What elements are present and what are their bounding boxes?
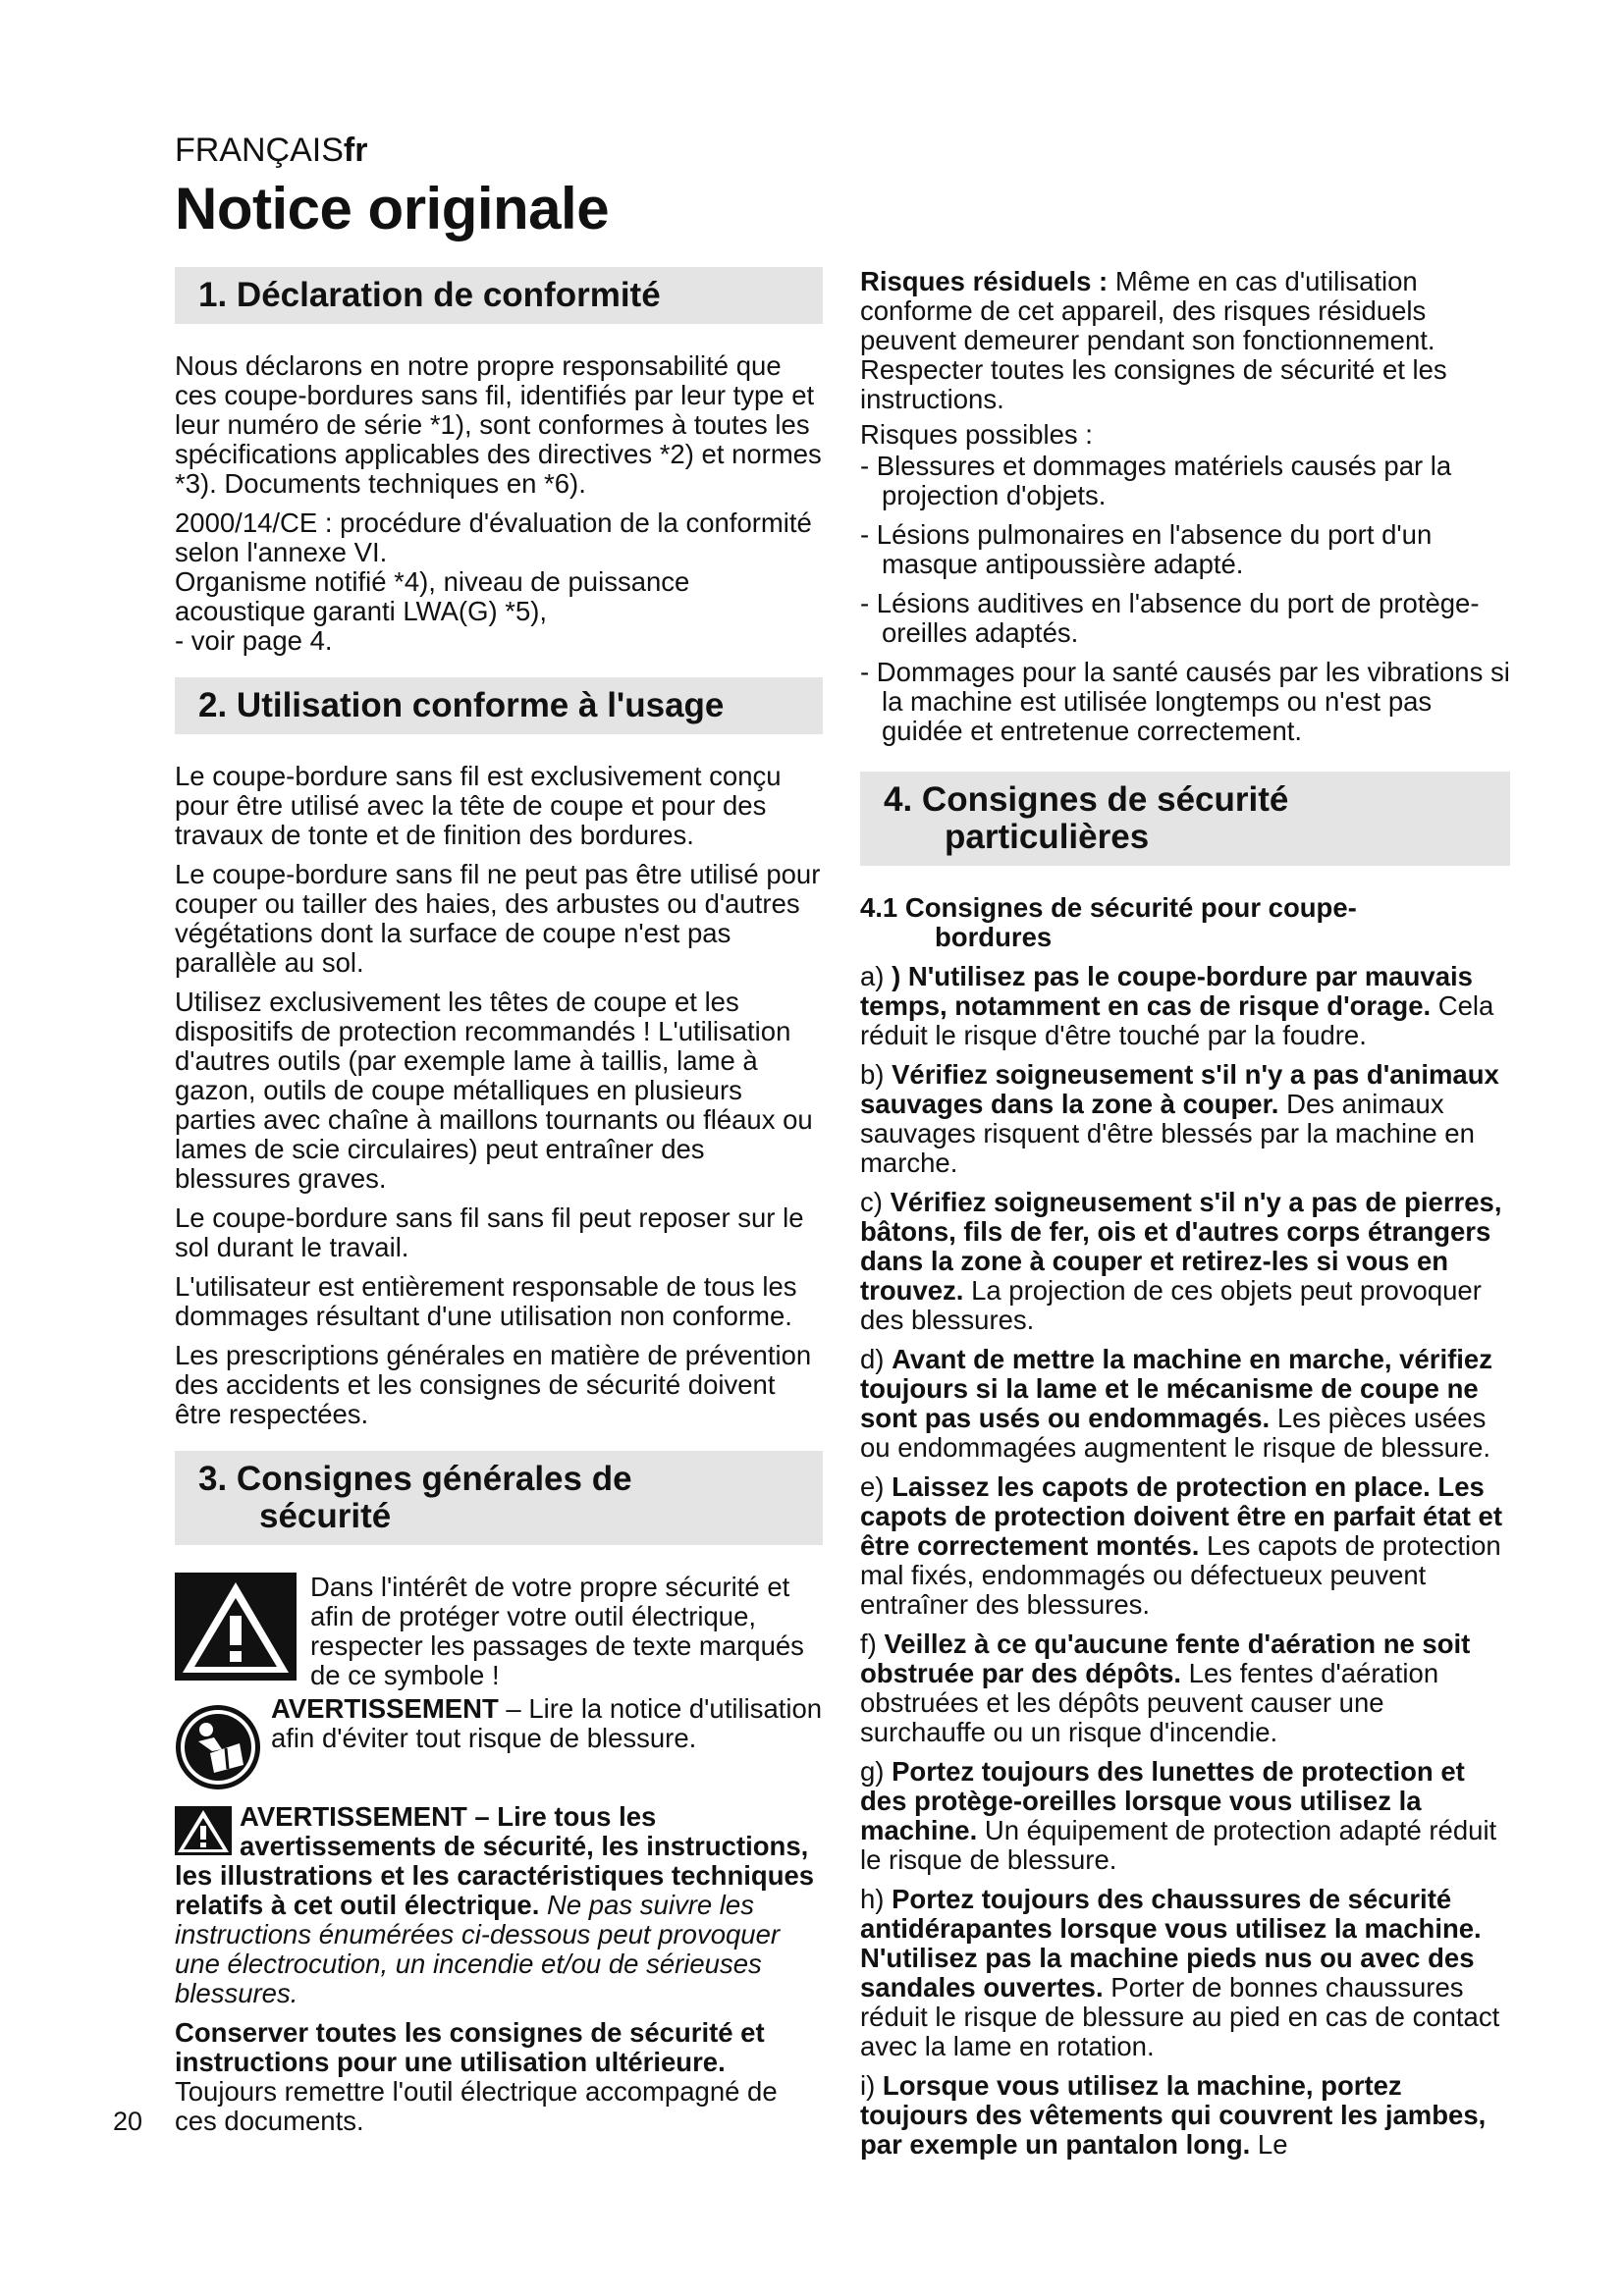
risk-list-item: - Lésions auditives en l'absence du port de protège-oreilles adaptés. xyxy=(860,588,1480,648)
subsection-4-1-heading: 4.1 Consignes de sécurité pour coupe- bordures xyxy=(860,892,1357,952)
safety-item-f: f) Veillez à ce qu'aucune fente d'aération ne soit obstruée par des dépôts. Les fentes d'aération obstruées et les dépôts peuvent causer une surchauffe ou un risque d'incendie. xyxy=(860,1629,1471,1747)
risk-list-item: - Lésions pulmonaires en l'absence du port d'un masque antipoussière adapté. xyxy=(860,519,1433,579)
residual-risks-paragraph: Risques résiduels : Même en cas d'utilisation conforme de cet appareil, des risques résiduels peuvent demeurer pendant son fonctionnement. Respecter toutes les consignes de sécurité et les instructions. xyxy=(860,266,1447,414)
s2-paragraph: L'utilisateur est entièrement responsable de tous les dommages résultant d'une utilisation non conforme. xyxy=(175,1271,797,1331)
read-manual-block xyxy=(175,1694,823,1796)
s2-paragraph: Le coupe-bordure sans fil ne peut pas être utilisé pour couper ou tailler des haies, des arbustes ou d'autres végétations dont la surface de coupe n'est pas parallèle au sol. xyxy=(175,859,821,978)
s2-paragraph: Le coupe-bordure sans fil sans fil peut reposer sur le sol durant le travail. xyxy=(175,1202,804,1262)
warning-symbol-text: Dans l'intérêt de votre propre sécurité et afin de protéger votre outil électrique, respecter les passages de texte marqués de ce symbole ! xyxy=(310,1572,804,1690)
s2-paragraph: Les prescriptions générales en matière de prévention des accidents et les consignes de sécurité doivent être respectées. xyxy=(175,1340,812,1429)
read-manual-text: AVERTISSEMENT – Lire la notice d'utilisation afin d'éviter tout risque de blessure. xyxy=(271,1693,823,1753)
warning-all-paragraph: AVERTISSEMENT – Lire tous les avertissements de sécurité, les instructions, les illustrations et les caractéristiques techniques relatifs à cet outil électrique. Ne pas suivre les instructions énumérées ci-dessous peut provoquer une électrocution, un incendie et/ou de sérieuses blessures. xyxy=(175,1801,815,2008)
s1-paragraph: 2000/14/CE : procédure d'évaluation de la conformité selon l'annexe VI. Organisme notifié *4), niveau de puissance acoustique garanti LWA(G) *5), - voir page 4. xyxy=(175,507,812,656)
safety-item-c: c) Vérifiez soigneusement s'il n'y a pas de pierres, bâtons, fils de fer, ois et d'autres corps étrangers dans la zone à couper et retirez-les si vous en trouvez. La projection de ces objets peut provoquer des blessures. xyxy=(860,1187,1502,1335)
right-column xyxy=(860,267,1510,2169)
safety-item-b: b) Vérifiez soigneusement s'il n'y a pas d'animaux sauvages dans la zone à couper. Des animaux sauvages risquent d'être blessés par la machine en marche. xyxy=(860,1059,1499,1178)
s2-paragraph: Utilisez exclusivement les têtes de coupe et les dispositifs de protection recommandés ! L'utilisation d'autres outils (par exemple lame à taillis, lame à gazon, outils de coupe métalliques en plusieurs parties avec chaîne à maillons tournants ou fléaux ou lames de scie circulaires) peut entraîner des blessures graves. xyxy=(175,987,813,1194)
section-4-heading: 4. Consignes de sécurité particulières xyxy=(860,772,1510,866)
safety-item-g: g) Portez toujours des lunettes de protection et des protège-oreilles lorsque vous utilisez la machine. Un équipement de protection adapté réduit le risque de blessure. xyxy=(860,1756,1497,1875)
language-label: FRANÇAISfr xyxy=(175,132,368,169)
safety-item-d: d) Avant de mettre la machine en marche, vérifiez toujours si la lame et le mécanisme de coupe ne sont pas usés ou endommagés. Les pièces usées ou endommagées augmentent le risque de blessure. xyxy=(860,1344,1492,1463)
warning-triangle-icon xyxy=(175,1573,297,1686)
safety-item-i: i) Lorsque vous utilisez la machine, portez toujours des vêtements qui couvrent les jambes, par exemple un pantalon long. Le xyxy=(860,2070,1487,2160)
s1-paragraph: Nous déclarons en notre propre responsabilité que ces coupe-bordures sans fil, identifiés par leur type et leur numéro de série *1), sont conformes à toutes les spécifications applicables des directives *2) et normes *3). Documents techniques en *6). xyxy=(175,350,822,499)
left-column xyxy=(175,267,823,2146)
possible-risks-label: Risques possibles : xyxy=(860,419,1093,450)
section-2-heading: 2. Utilisation conforme à l'usage xyxy=(175,677,823,734)
risk-list-item: - Dommages pour la santé causés par les vibrations si la machine est utilisée longtemps ou n'est pas guidée et entretenue correctement. xyxy=(860,657,1510,746)
section-3-heading: 3. Consignes générales de sécurité xyxy=(175,1451,823,1545)
page-number: 20 xyxy=(113,2107,143,2136)
safety-item-a: a) ) N'utilisez pas le coupe-bordure par mauvais temps, notamment en cas de risque d'orage. Cela réduit le risque d'être touché par la foudre. xyxy=(860,961,1494,1050)
keep-instructions-paragraph: Conserver toutes les consignes de sécurité et instructions pour une utilisation ultérieure. Toujours remettre l'outil électrique accompagné de ces documents. xyxy=(175,2017,778,2136)
risk-list-item: - Blessures et dommages matériels causés par la projection d'objets. xyxy=(860,451,1452,510)
page-title: Notice originale xyxy=(175,176,610,241)
read-manual-icon xyxy=(175,1704,261,1796)
section-1-heading: 1. Déclaration de conformité xyxy=(175,267,823,324)
s2-paragraph: Le coupe-bordure sans fil est exclusivement conçu pour être utilisé avec la tête de coupe et pour des travaux de tonte et de finition des bordures. xyxy=(175,761,782,850)
warning-symbol-block xyxy=(175,1573,823,1690)
warning-triangle-icon xyxy=(175,1806,232,1861)
safety-item-e: e) Laissez les capots de protection en place. Les capots de protection doivent être en parfait état et être correctement montés. Les capots de protection mal fixés, endommagés ou défectueux peuvent entraîner des blessures. xyxy=(860,1471,1503,1620)
safety-item-h: h) Portez toujours des chaussures de sécurité antidérapantes lorsque vous utilisez la machine. N'utilisez pas la machine pieds nus ou avec des sandales ouvertes. Porter de bonnes chaussures réduit le risque de blessure au pied en cas de contact avec la lame en rotation. xyxy=(860,1884,1500,2061)
